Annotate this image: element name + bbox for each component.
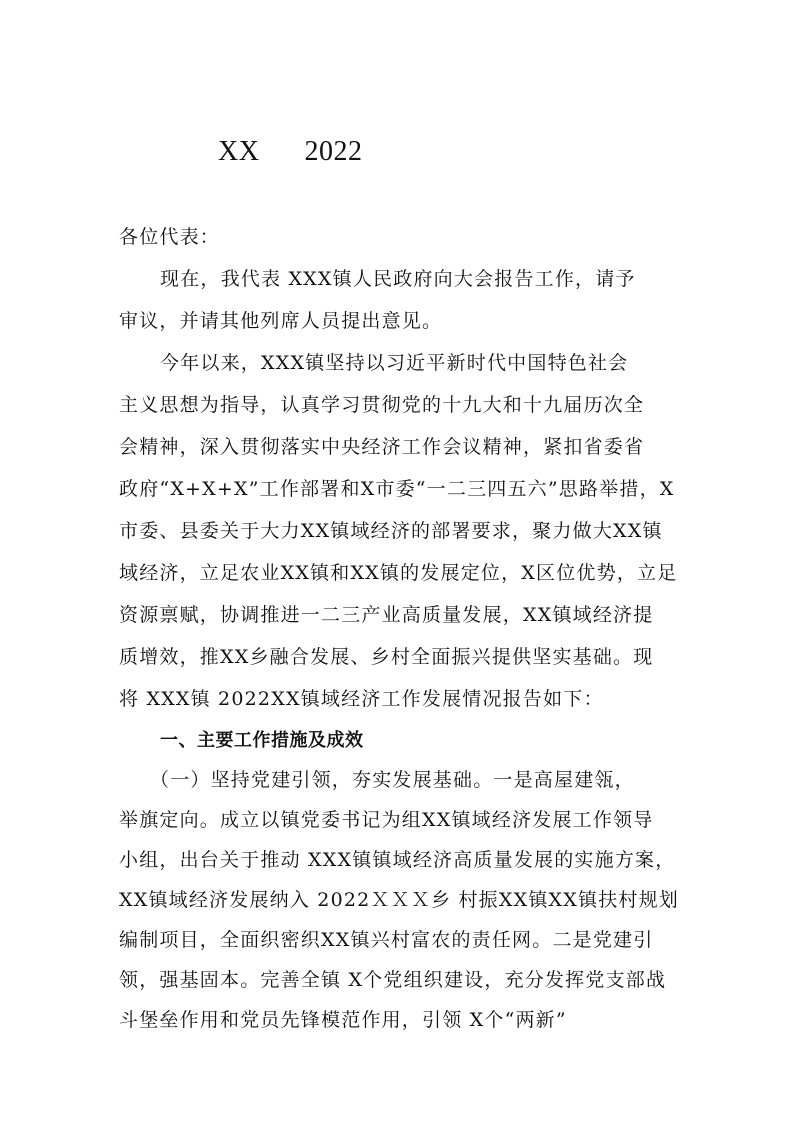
paragraph-line: 领，强基固本。完善全镇 X个党组织建设，充分发挥党支部战 <box>119 969 667 991</box>
paragraph-line: 现在，我代表 XXX镇人民政府向大会报告工作，请予 <box>160 268 636 290</box>
paragraph-line: 主义思想为指导，认真学习贯彻党的十九大和十九届历次全 <box>119 394 645 416</box>
paragraph-line: XX镇域经济发展纳入 2022ＸＸＸ乡 村振XX镇XX镇扶村规划 <box>119 889 679 911</box>
section-heading: 一、主要工作措施及成效 <box>160 730 364 751</box>
paragraph-line: 审议，并请其他列席人员提出意见。 <box>119 310 443 332</box>
paragraph-line: 斗堡垒作用和党员先锋模范作用，引领 X个“两新” <box>119 1009 567 1031</box>
paragraph-line: 举旗定向。成立以镇党委书记为组XX镇域经济发展工作领导 <box>119 809 654 831</box>
paragraph-line: 质增效，推XX乡融合发展、乡村全面振兴提供坚实基础。现 <box>119 646 654 668</box>
paragraph-line: 市委、县委关于大力XX镇域经济的部署要求，聚力做大XX镇 <box>119 520 663 542</box>
paragraph-line: （一）坚持党建引领，夯实发展基础。一是高屋建瓴， <box>150 769 635 791</box>
paragraph-line: 政府“X+X+X”工作部署和X市委“一二三四五六”思路举措，X <box>119 478 675 500</box>
salutation: 各位代表： <box>119 226 221 248</box>
paragraph-line: 将 XXX镇 2022XX镇域经济工作发展情况报告如下： <box>119 688 604 710</box>
paragraph-line: 会精神，深入贯彻落实中央经济工作会议精神，紧扣省委省 <box>119 436 645 458</box>
paragraph-line: 今年以来，XXX镇坚持以习近平新时代中国特色社会 <box>160 352 629 374</box>
document-title: XX 2022 <box>218 136 363 167</box>
paragraph-line: 资源禀赋，协调推进一二三产业高质量发展，XX镇域经济提 <box>119 604 654 626</box>
paragraph-line: 域经济，立足农业XX镇和XX镇的发展定位，X区位优势，立足 <box>119 562 678 584</box>
paragraph-line: 编制项目，全面织密织XX镇兴村富农的责任网。二是党建引 <box>119 929 654 951</box>
paragraph-line: 小组，出台关于推动 XXX镇镇域经济高质量发展的实施方案， <box>119 849 676 871</box>
